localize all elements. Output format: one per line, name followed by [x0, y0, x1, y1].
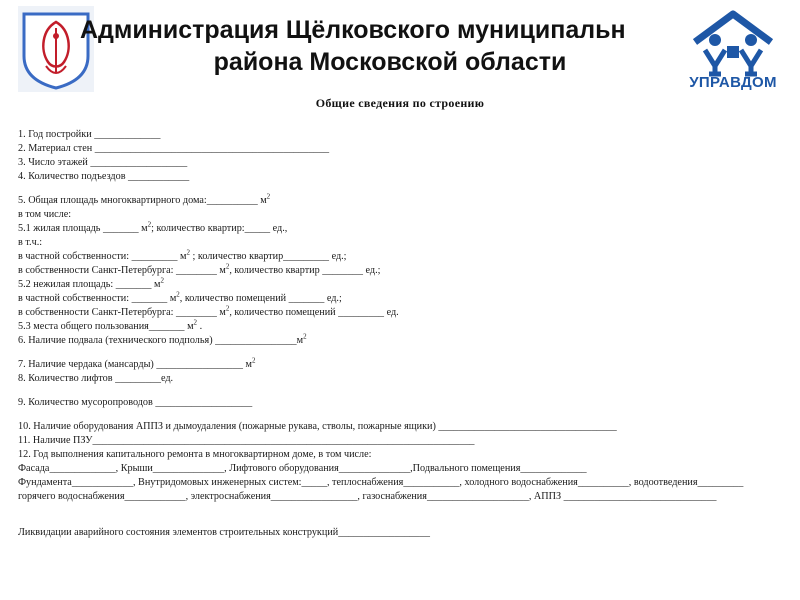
form-line-repair-2: Фундамента____________, Внутридомовых инженерных систем:_____, теплоснабжения___________, холодного водоснабжения__________, водоотведения_________ — [18, 477, 744, 488]
form-line-elevators: 8. Количество лифтов _________ед. — [18, 373, 174, 384]
upravdom-logo-text: УПРАВДОМ — [689, 74, 777, 91]
form-line-emergency: Ликвидации аварийного состояния элементов строительных конструкций__________________ — [18, 527, 430, 538]
form-line-common: 5.3 места общего пользования_______ $м^2$ . — [18, 318, 203, 332]
title-line-1: Администрация Щёлковского муниципальн — [80, 16, 626, 44]
form-line-year: 1. Год постройки _____________ — [18, 129, 161, 140]
form-line-private: в частной собственности: _________ $м^2$ ; количество квартир_________ ед.; — [18, 248, 347, 262]
form-line-repair-3: горячего водоснабжения____________, электроснабжения_________________, газоснабжения____________________, АППЗ ______________________________ — [18, 491, 717, 502]
form-line-total-area: 5. Общая площадь многоквартирного дома:__________ $м^2$ — [18, 192, 271, 206]
title-line-2: района Московской области — [213, 48, 567, 76]
form-line-including: в том числе: — [18, 209, 72, 220]
form-line-pzu: 11. Наличие ПЗУ___________________________________________________________________________ — [18, 435, 475, 446]
page-title — [80, 14, 700, 78]
form-line-repair-1: Фасада_____________, Крыши______________, Лифтового оборудования______________,Подвального помещения_____________ — [18, 463, 587, 474]
form-line-spb-2: в собственности Санкт-Петербурга: ________ $м^2$, количество помещений _________ ед. — [18, 304, 399, 318]
form-line-entrances: 4. Количество подъездов ____________ — [18, 171, 190, 182]
form-line-private-2: в частной собственности: _______ $м^2$, количество помещений _______ ед.; — [18, 290, 342, 304]
form-line-nonliving: 5.2 нежилая площадь: _______ $м^2$ — [18, 276, 164, 290]
form-line-repair: 12. Год выполнения капитального ремонта в многоквартирном доме, в том числе: — [18, 449, 372, 460]
form-line-tch: в т.ч.: — [18, 237, 43, 248]
form-title: Общие сведения по строению — [315, 96, 485, 110]
form-line-floors: 3. Число этажей ___________________ — [18, 157, 188, 168]
form-line-attic: 7. Наличие чердака (мансарды) _________________ $м^2$ — [18, 356, 256, 370]
form-body — [18, 128, 788, 540]
form-line-fire: 10. Наличие оборудования АППЗ и дымоудаления (пожарные рукава, стволы, пожарные ящики) ___________________________________ — [18, 421, 617, 432]
form-line-basement: 6. Наличие подвала (технического подполья) $\_\_\_\_\_\_\_\_\_\_\_\_\_\_\_\_м^2$ — [18, 332, 307, 346]
form-line-spb: в собственности Санкт-Петербурга: ________ $м^2$, количество квартир ________ ед.; — [18, 262, 381, 276]
form-line-living-area: 5.1 жилая площадь _______ $м^2$; количество квартир:_____ ед., — [18, 220, 288, 234]
form-line-chutes: 9. Количество мусоропроводов ___________________ — [18, 397, 253, 408]
form-line-material: 2. Материал стен ______________________________________________ — [18, 143, 330, 154]
